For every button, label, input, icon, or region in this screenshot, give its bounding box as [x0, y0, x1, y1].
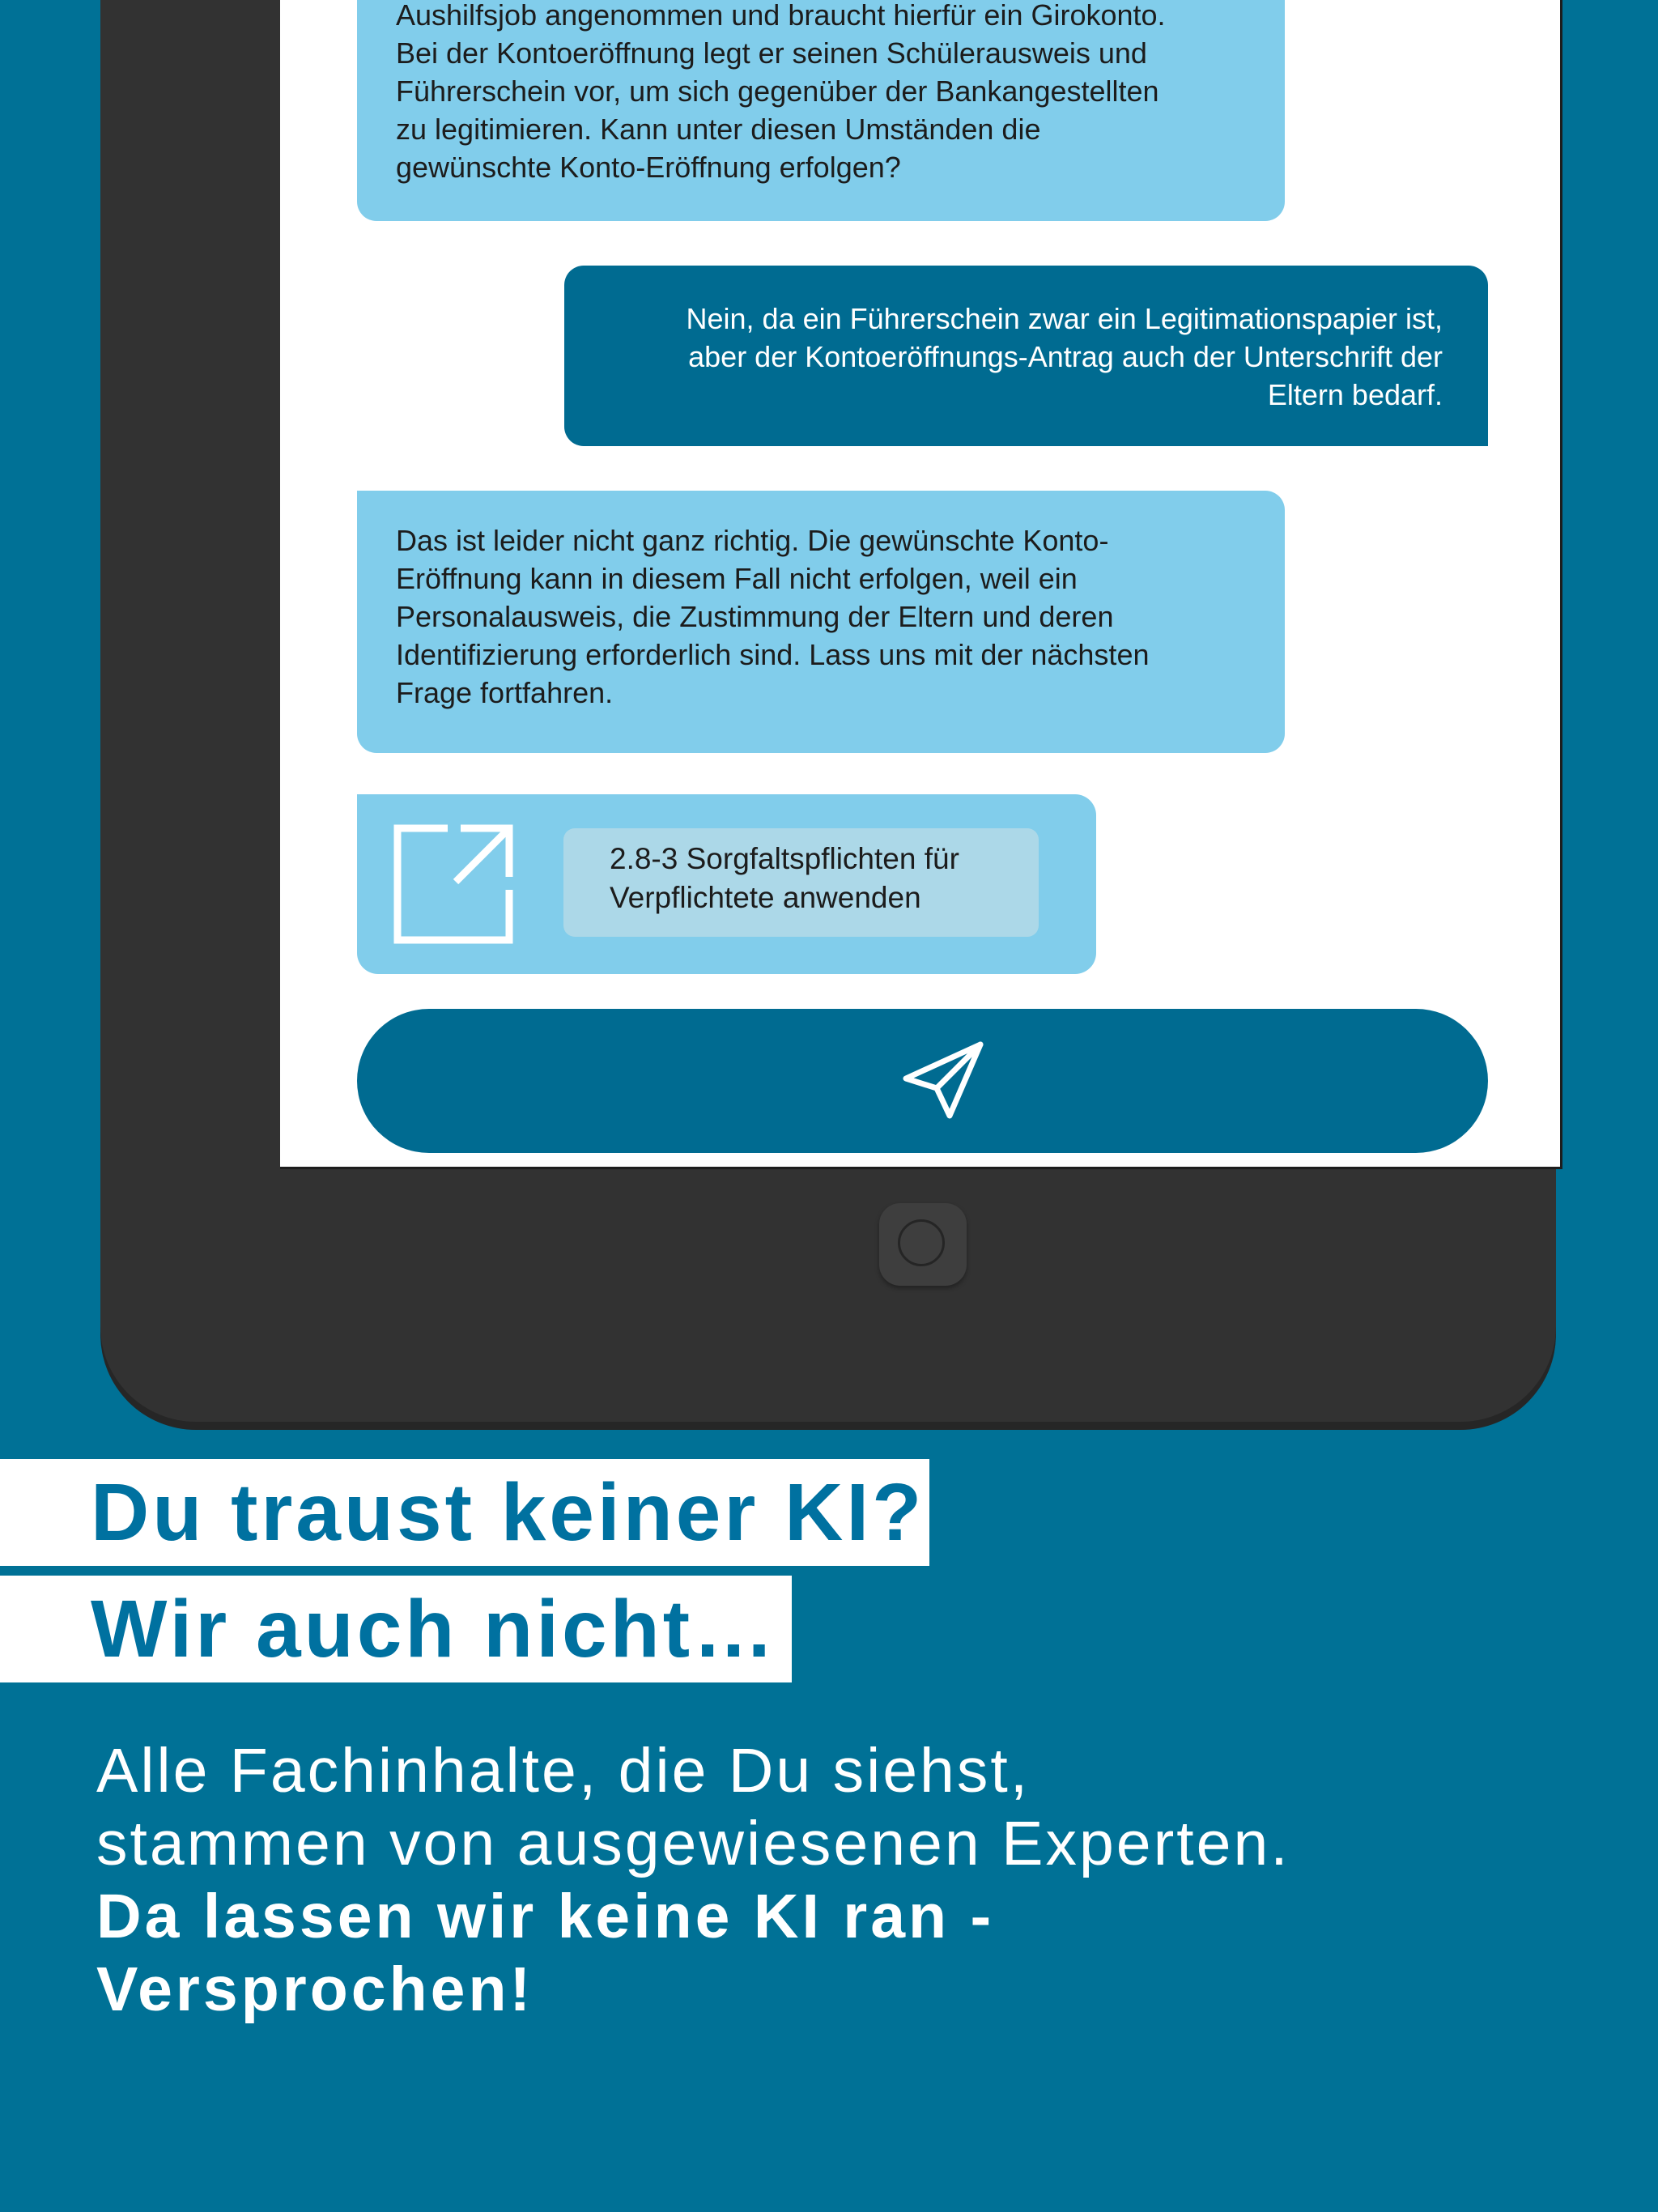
body-line: stammen von ausgewiesenen Experten. [96, 1809, 1290, 1878]
body-line: Alle Fachinhalte, die Du siehst, [96, 1736, 1031, 1806]
headline-box-2 [0, 1576, 792, 1682]
link-line: Verpflichtete anwenden [610, 881, 921, 914]
headline-line-2: Wir auch nicht… [91, 1584, 778, 1674]
message-line: zu legitimieren. Kann unter diesen Umständen die [396, 113, 1041, 146]
send-button[interactable] [357, 1009, 1488, 1153]
body-bold-line: Da lassen wir keine KI ran - [96, 1882, 995, 1951]
external-link-icon [393, 823, 514, 945]
app-screen [280, 0, 1562, 1169]
message-line: gewünschte Konto-Eröffnung erfolgen? [396, 151, 901, 184]
message-line: aber der Kontoeröffnungs-Antrag auch der Unterschrift der [688, 340, 1443, 373]
learning-unit-link[interactable] [563, 828, 1039, 937]
link-line: 2.8-3 Sorgfaltspflichten für [610, 842, 959, 875]
bot-message-feedback [357, 491, 1285, 753]
message-line: Eltern bedarf. [1267, 378, 1443, 411]
send-icon [901, 1040, 985, 1121]
home-button-ring [898, 1219, 945, 1266]
learning-unit-link-card[interactable] [357, 794, 1096, 974]
headline-line-1: Du traust keiner KI? [91, 1467, 925, 1558]
bot-message-question [357, 0, 1285, 221]
message-line: Personalausweis, die Zustimmung der Eltern und deren [396, 600, 1114, 633]
headline-box-1 [0, 1459, 929, 1566]
message-line: Nein, da ein Führerschein zwar ein Legitimationspapier ist, [686, 302, 1443, 335]
message-line: Bei der Kontoeröffnung legt er seinen Schülerausweis und [396, 36, 1147, 70]
message-line: Eröffnung kann in diesem Fall nicht erfolgen, weil ein [396, 562, 1078, 595]
home-button [879, 1203, 967, 1286]
promo-body-text [96, 1734, 1521, 2026]
tablet-frame [100, 0, 1556, 1422]
message-line: Das ist leider nicht ganz richtig. Die gewünschte Konto- [396, 524, 1109, 557]
message-line: Frage fortfahren. [396, 676, 614, 709]
message-line: Führerschein vor, um sich gegenüber der Bankangestellten [396, 74, 1159, 108]
message-line: Aushilfsjob angenommen und braucht hierfür ein Girokonto. [396, 0, 1166, 32]
user-message-answer [564, 266, 1488, 446]
body-bold-line: Versprochen! [96, 1955, 534, 2024]
message-line: Identifizierung erforderlich sind. Lass uns mit der nächsten [396, 638, 1150, 671]
